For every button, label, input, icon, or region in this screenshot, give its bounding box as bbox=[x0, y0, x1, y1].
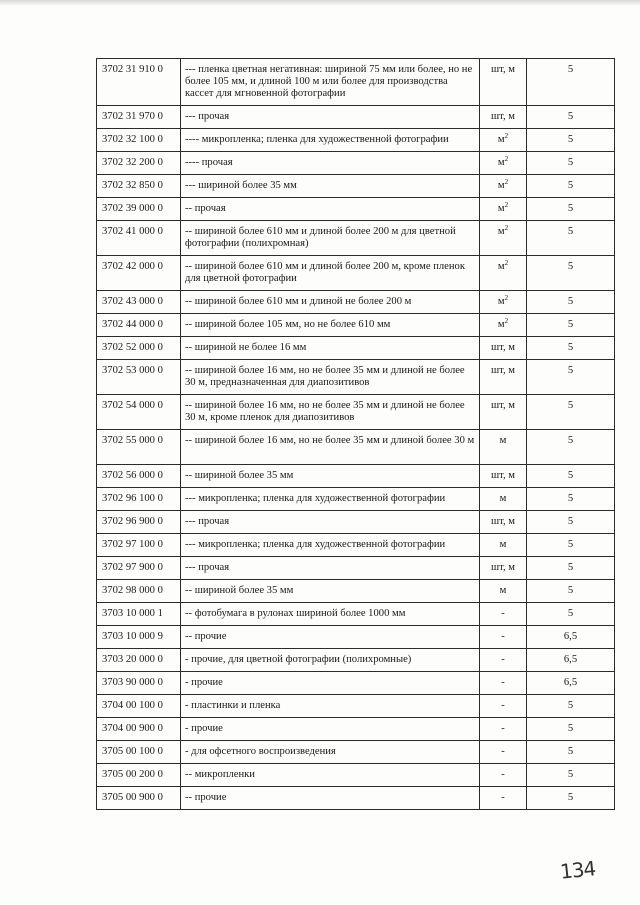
table-row bbox=[97, 175, 615, 198]
unit-of-measure bbox=[480, 672, 527, 695]
unit-text: м bbox=[497, 203, 505, 214]
unit-text: м bbox=[497, 226, 505, 237]
table-row bbox=[97, 430, 615, 465]
goods-description: -- шириной более 610 мм и длиной более 200 м, кроме пленок для цветной фотографии bbox=[181, 256, 480, 291]
duty-rate: 5 bbox=[527, 291, 615, 314]
unit-of-measure bbox=[480, 741, 527, 764]
unit-text: м bbox=[499, 539, 507, 550]
goods-description: -- шириной более 610 мм и длиной не более 200 м bbox=[181, 291, 480, 314]
table-row bbox=[97, 718, 615, 741]
duty-rate: 5 bbox=[527, 59, 615, 106]
table-row bbox=[97, 59, 615, 106]
unit-of-measure bbox=[480, 580, 527, 603]
unit-text: - bbox=[501, 700, 505, 711]
duty-rate: 5 bbox=[527, 106, 615, 129]
unit-of-measure bbox=[480, 649, 527, 672]
unit-superscript: 2 bbox=[504, 224, 509, 232]
table-row bbox=[97, 787, 615, 810]
table-row bbox=[97, 198, 615, 221]
tariff-code: 3702 96 900 0 bbox=[97, 511, 181, 534]
unit-of-measure bbox=[480, 626, 527, 649]
table-row bbox=[97, 580, 615, 603]
unit-text: - bbox=[501, 677, 505, 688]
goods-description: --- прочая bbox=[181, 557, 480, 580]
tariff-code: 3702 53 000 0 bbox=[97, 360, 181, 395]
unit-of-measure bbox=[480, 465, 527, 488]
table-row bbox=[97, 395, 615, 430]
table-row bbox=[97, 106, 615, 129]
handwritten-page-number: 134 bbox=[558, 856, 597, 884]
unit-of-measure bbox=[480, 718, 527, 741]
duty-rate: 5 bbox=[527, 557, 615, 580]
unit-superscript: 2 bbox=[504, 317, 509, 325]
duty-rate: 5 bbox=[527, 221, 615, 256]
duty-rate: 5 bbox=[527, 741, 615, 764]
unit-of-measure bbox=[480, 198, 527, 221]
duty-rate: 5 bbox=[527, 360, 615, 395]
goods-description: ---- прочая bbox=[181, 152, 480, 175]
table-row bbox=[97, 465, 615, 488]
duty-rate: 5 bbox=[527, 129, 615, 152]
unit-of-measure bbox=[480, 557, 527, 580]
tariff-code: 3702 39 000 0 bbox=[97, 198, 181, 221]
scan-edge-shadow bbox=[0, 0, 640, 6]
unit-text: м bbox=[497, 319, 505, 330]
goods-description: -- фотобумага в рулонах шириной более 1000 мм bbox=[181, 603, 480, 626]
tariff-code: 3702 56 000 0 bbox=[97, 465, 181, 488]
tariff-code: 3704 00 900 0 bbox=[97, 718, 181, 741]
table-row bbox=[97, 603, 615, 626]
duty-rate: 5 bbox=[527, 465, 615, 488]
table-row bbox=[97, 360, 615, 395]
duty-rate: 5 bbox=[527, 395, 615, 430]
goods-description: -- шириной более 16 мм, но не более 35 мм и длиной более 30 м bbox=[181, 430, 480, 465]
table-row bbox=[97, 741, 615, 764]
tariff-code: 3703 10 000 1 bbox=[97, 603, 181, 626]
unit-text: м bbox=[499, 435, 507, 446]
unit-of-measure bbox=[480, 511, 527, 534]
unit-of-measure bbox=[480, 175, 527, 198]
goods-description: --- прочая bbox=[181, 511, 480, 534]
tariff-code: 3703 90 000 0 bbox=[97, 672, 181, 695]
unit-of-measure bbox=[480, 129, 527, 152]
goods-description: -- шириной более 16 мм, но не более 35 мм и длиной не более 30 м, предназначенная для диапозитивов bbox=[181, 360, 480, 395]
unit-of-measure bbox=[480, 488, 527, 511]
unit-of-measure bbox=[480, 430, 527, 465]
tariff-code: 3702 98 000 0 bbox=[97, 580, 181, 603]
unit-text: м bbox=[497, 261, 505, 272]
tariff-code: 3702 54 000 0 bbox=[97, 395, 181, 430]
tariff-code: 3702 97 100 0 bbox=[97, 534, 181, 557]
unit-of-measure bbox=[480, 59, 527, 106]
tariff-code: 3702 96 100 0 bbox=[97, 488, 181, 511]
tariff-code: 3702 32 850 0 bbox=[97, 175, 181, 198]
tariff-code: 3705 00 900 0 bbox=[97, 787, 181, 810]
unit-of-measure bbox=[480, 221, 527, 256]
goods-description: ---- микропленка; пленка для художественной фотографии bbox=[181, 129, 480, 152]
unit-of-measure bbox=[480, 106, 527, 129]
goods-description: -- шириной более 610 мм и длиной более 200 м для цветной фотографии (полихромная) bbox=[181, 221, 480, 256]
tariff-code: 3702 41 000 0 bbox=[97, 221, 181, 256]
unit-text: шт, м bbox=[491, 400, 515, 411]
unit-of-measure bbox=[480, 395, 527, 430]
unit-of-measure bbox=[480, 787, 527, 810]
goods-description: - пластинки и пленка bbox=[181, 695, 480, 718]
goods-description: --- микропленка; пленка для художественной фотографии bbox=[181, 534, 480, 557]
goods-description: --- пленка цветная негативная: шириной 75 мм или более, но не более 105 мм, и длиной 100 м или более для производства кассет для мгновенной фотографии bbox=[181, 59, 480, 106]
goods-description: --- шириной более 35 мм bbox=[181, 175, 480, 198]
table-row bbox=[97, 129, 615, 152]
tariff-code: 3702 31 910 0 bbox=[97, 59, 181, 106]
duty-rate: 6,5 bbox=[527, 672, 615, 695]
duty-rate: 5 bbox=[527, 152, 615, 175]
unit-of-measure bbox=[480, 603, 527, 626]
duty-rate: 5 bbox=[527, 198, 615, 221]
tariff-code: 3702 52 000 0 bbox=[97, 337, 181, 360]
tariff-code: 3702 32 200 0 bbox=[97, 152, 181, 175]
unit-text: м bbox=[499, 493, 507, 504]
table-row bbox=[97, 314, 615, 337]
tariff-code: 3705 00 100 0 bbox=[97, 741, 181, 764]
goods-description: -- шириной более 105 мм, но не более 610 мм bbox=[181, 314, 480, 337]
duty-rate: 5 bbox=[527, 256, 615, 291]
tariff-code: 3702 31 970 0 bbox=[97, 106, 181, 129]
unit-text: м bbox=[497, 134, 505, 145]
duty-rate: 5 bbox=[527, 511, 615, 534]
unit-text: - bbox=[501, 769, 505, 780]
unit-text: м bbox=[497, 157, 505, 168]
unit-superscript: 2 bbox=[504, 155, 509, 163]
duty-rate: 5 bbox=[527, 764, 615, 787]
goods-description: --- микропленка; пленка для художественной фотографии bbox=[181, 488, 480, 511]
unit-of-measure bbox=[480, 337, 527, 360]
unit-text: - bbox=[501, 792, 505, 803]
goods-description: -- шириной более 16 мм, но не более 35 мм и длиной не более 30 м, кроме пленок для диапозитивов bbox=[181, 395, 480, 430]
duty-rate: 5 bbox=[527, 175, 615, 198]
goods-description: -- шириной более 35 мм bbox=[181, 465, 480, 488]
table-row bbox=[97, 291, 615, 314]
table-row bbox=[97, 695, 615, 718]
unit-text: - bbox=[501, 723, 505, 734]
table-row bbox=[97, 221, 615, 256]
table-row bbox=[97, 488, 615, 511]
duty-rate: 5 bbox=[527, 337, 615, 360]
tariff-code: 3702 42 000 0 bbox=[97, 256, 181, 291]
unit-text: шт, м bbox=[491, 470, 515, 481]
goods-description: -- прочая bbox=[181, 198, 480, 221]
unit-text: - bbox=[501, 608, 505, 619]
unit-text: - bbox=[501, 631, 505, 642]
unit-of-measure bbox=[480, 695, 527, 718]
tariff-code: 3705 00 200 0 bbox=[97, 764, 181, 787]
unit-text: шт, м bbox=[491, 365, 515, 376]
duty-rate: 6,5 bbox=[527, 649, 615, 672]
unit-of-measure bbox=[480, 534, 527, 557]
duty-rate: 5 bbox=[527, 580, 615, 603]
tariff-code: 3702 44 000 0 bbox=[97, 314, 181, 337]
goods-description: -- шириной не более 16 мм bbox=[181, 337, 480, 360]
goods-description: - прочие bbox=[181, 718, 480, 741]
unit-of-measure bbox=[480, 314, 527, 337]
tariff-code: 3703 20 000 0 bbox=[97, 649, 181, 672]
goods-description: - для офсетного воспроизведения bbox=[181, 741, 480, 764]
duty-rate: 5 bbox=[527, 534, 615, 557]
unit-superscript: 2 bbox=[504, 294, 509, 302]
tariff-table bbox=[96, 58, 615, 810]
unit-text: - bbox=[501, 654, 505, 665]
table-row bbox=[97, 256, 615, 291]
unit-text: м bbox=[497, 296, 505, 307]
unit-of-measure bbox=[480, 764, 527, 787]
goods-description: -- прочие bbox=[181, 626, 480, 649]
tariff-code: 3702 32 100 0 bbox=[97, 129, 181, 152]
duty-rate: 5 bbox=[527, 603, 615, 626]
unit-text: шт, м bbox=[491, 111, 515, 122]
goods-description: -- прочие bbox=[181, 787, 480, 810]
table-row bbox=[97, 672, 615, 695]
unit-of-measure bbox=[480, 256, 527, 291]
tariff-code: 3703 10 000 9 bbox=[97, 626, 181, 649]
tariff-table-body bbox=[97, 59, 615, 810]
tariff-code: 3702 43 000 0 bbox=[97, 291, 181, 314]
goods-description: - прочие, для цветной фотографии (полихромные) bbox=[181, 649, 480, 672]
unit-of-measure bbox=[480, 291, 527, 314]
goods-description: -- шириной более 35 мм bbox=[181, 580, 480, 603]
goods-description: --- прочая bbox=[181, 106, 480, 129]
duty-rate: 5 bbox=[527, 430, 615, 465]
tariff-code: 3702 97 900 0 bbox=[97, 557, 181, 580]
goods-description: -- микропленки bbox=[181, 764, 480, 787]
table-row bbox=[97, 511, 615, 534]
table-row bbox=[97, 534, 615, 557]
unit-of-measure bbox=[480, 152, 527, 175]
unit-text: - bbox=[501, 746, 505, 757]
table-row bbox=[97, 557, 615, 580]
table-row bbox=[97, 337, 615, 360]
unit-text: шт, м bbox=[491, 562, 515, 573]
tariff-code: 3702 55 000 0 bbox=[97, 430, 181, 465]
table-row bbox=[97, 764, 615, 787]
unit-superscript: 2 bbox=[504, 259, 509, 267]
unit-text: шт, м bbox=[491, 64, 515, 75]
goods-description: - прочие bbox=[181, 672, 480, 695]
duty-rate: 5 bbox=[527, 695, 615, 718]
table-row bbox=[97, 626, 615, 649]
table-row bbox=[97, 649, 615, 672]
table-row bbox=[97, 152, 615, 175]
unit-text: м bbox=[499, 585, 507, 596]
tariff-code: 3704 00 100 0 bbox=[97, 695, 181, 718]
unit-text: м bbox=[497, 180, 505, 191]
duty-rate: 6,5 bbox=[527, 626, 615, 649]
unit-of-measure bbox=[480, 360, 527, 395]
duty-rate: 5 bbox=[527, 718, 615, 741]
duty-rate: 5 bbox=[527, 314, 615, 337]
unit-superscript: 2 bbox=[504, 132, 509, 140]
unit-text: шт, м bbox=[491, 342, 515, 353]
unit-superscript: 2 bbox=[504, 201, 509, 209]
unit-text: шт, м bbox=[491, 516, 515, 527]
duty-rate: 5 bbox=[527, 488, 615, 511]
duty-rate: 5 bbox=[527, 787, 615, 810]
unit-superscript: 2 bbox=[504, 178, 509, 186]
